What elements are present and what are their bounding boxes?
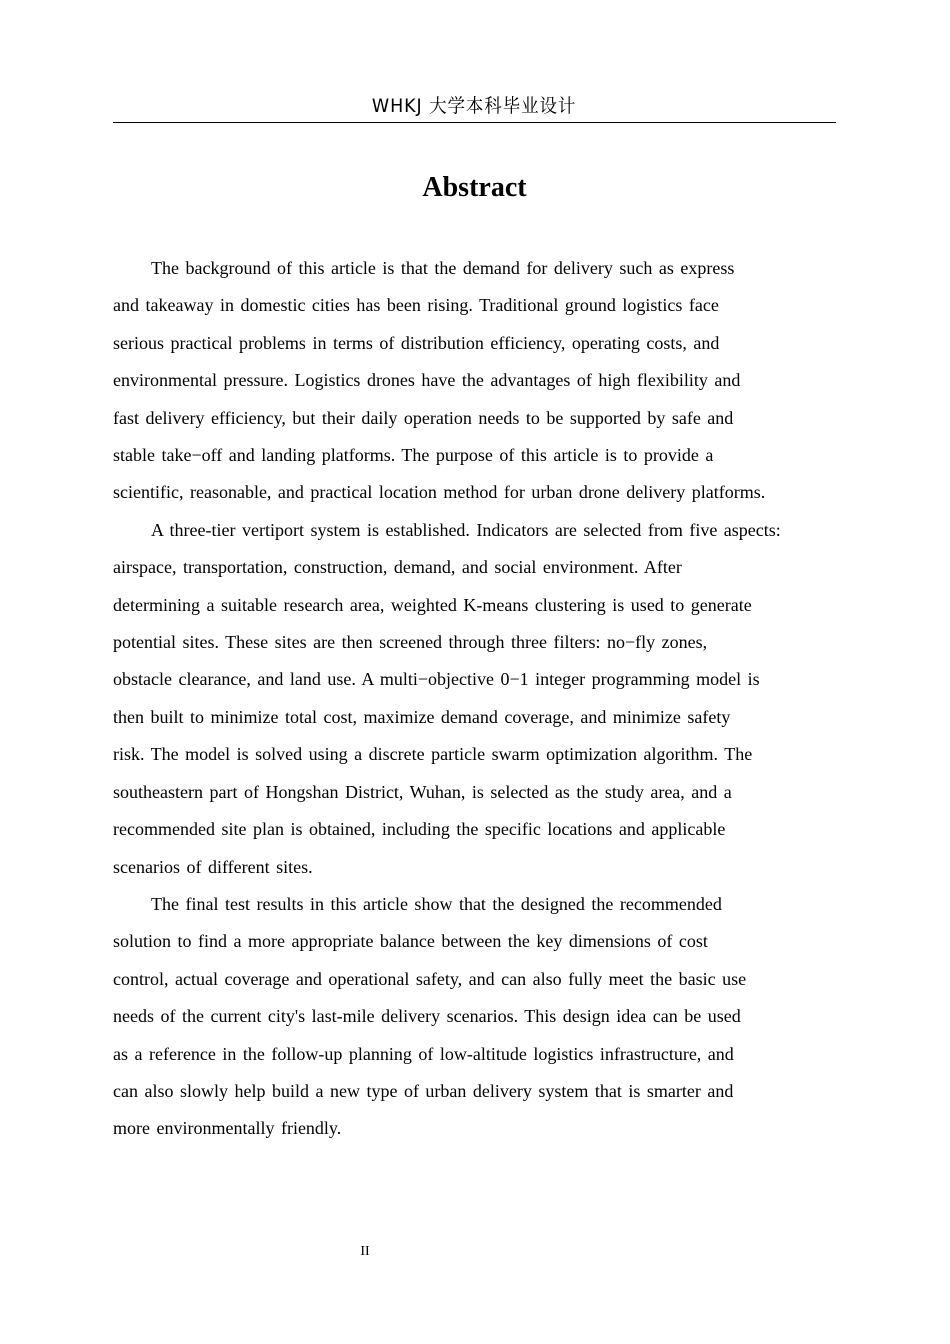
paragraph-line: risk. The model is solved using a discrete particle swarm optimization algorithm. The	[113, 744, 753, 765]
paragraph-line: The background of this article is that the demand for delivery such as express	[151, 258, 735, 278]
abstract-heading: Abstract	[422, 172, 527, 203]
paragraph-line: scenarios of different sites.	[113, 856, 313, 877]
abstract-paragraph	[113, 250, 836, 512]
paragraph-line: control, actual coverage and operational safety, and can also fully meet the basic use	[113, 968, 747, 989]
paragraph-line: then built to minimize total cost, maximize demand coverage, and minimize safety	[113, 706, 731, 727]
paragraph-line: determining a suitable research area, weighted K-means clustering is used to generate	[113, 594, 752, 615]
paragraph-line: solution to find a more appropriate balance between the key dimensions of cost	[113, 931, 708, 952]
paragraph-line: fast delivery efficiency, but their daily operation needs to be supported by safe and	[113, 407, 734, 428]
paragraph-line: serious practical problems in terms of distribution efficiency, operating costs, and	[113, 332, 720, 353]
paragraph-line: can also slowly help build a new type of urban delivery system that is smarter and	[113, 1080, 734, 1101]
paragraph-line: more environmentally friendly.	[113, 1118, 342, 1139]
paragraph-line: airspace, transportation, construction, demand, and social environment. After	[113, 557, 682, 578]
abstract-body	[113, 250, 836, 1148]
header-title: WHKJ 大学本科毕业设计	[372, 95, 577, 117]
paragraph-line: obstacle clearance, and land use. A multi−objective 0−1 integer programming model is	[113, 669, 760, 690]
paragraph-line: recommended site plan is obtained, including the specific locations and applicable	[113, 819, 726, 840]
abstract-paragraph	[113, 512, 836, 886]
paragraph-line: potential sites. These sites are then screened through three filters: no−fly zones,	[113, 632, 708, 653]
paragraph-line: stable take−off and landing platforms. The purpose of this article is to provide a	[113, 445, 714, 466]
paragraph-line: southeastern part of Hongshan District, Wuhan, is selected as the study area, and a	[113, 781, 732, 802]
paragraph-line: as a reference in the follow-up planning of low-altitude logistics infrastructure, and	[113, 1043, 734, 1064]
page-number: II	[360, 1244, 370, 1259]
paragraph-line: needs of the current city's last-mile delivery scenarios. This design idea can be used	[113, 1006, 741, 1027]
paragraph-line: environmental pressure. Logistics drones have the advantages of high flexibility and	[113, 370, 741, 391]
paragraph-line: scientific, reasonable, and practical location method for urban drone delivery platforms.	[113, 482, 766, 503]
paragraph-line: and takeaway in domestic cities has been rising. Traditional ground logistics face	[113, 295, 719, 316]
paragraph-line: The final test results in this article show that the designed the recommended	[151, 893, 722, 914]
paragraph-line: A three-tier vertiport system is established. Indicators are selected from five aspects:	[151, 519, 781, 540]
page-header	[113, 92, 836, 123]
abstract-paragraph	[113, 886, 836, 1148]
